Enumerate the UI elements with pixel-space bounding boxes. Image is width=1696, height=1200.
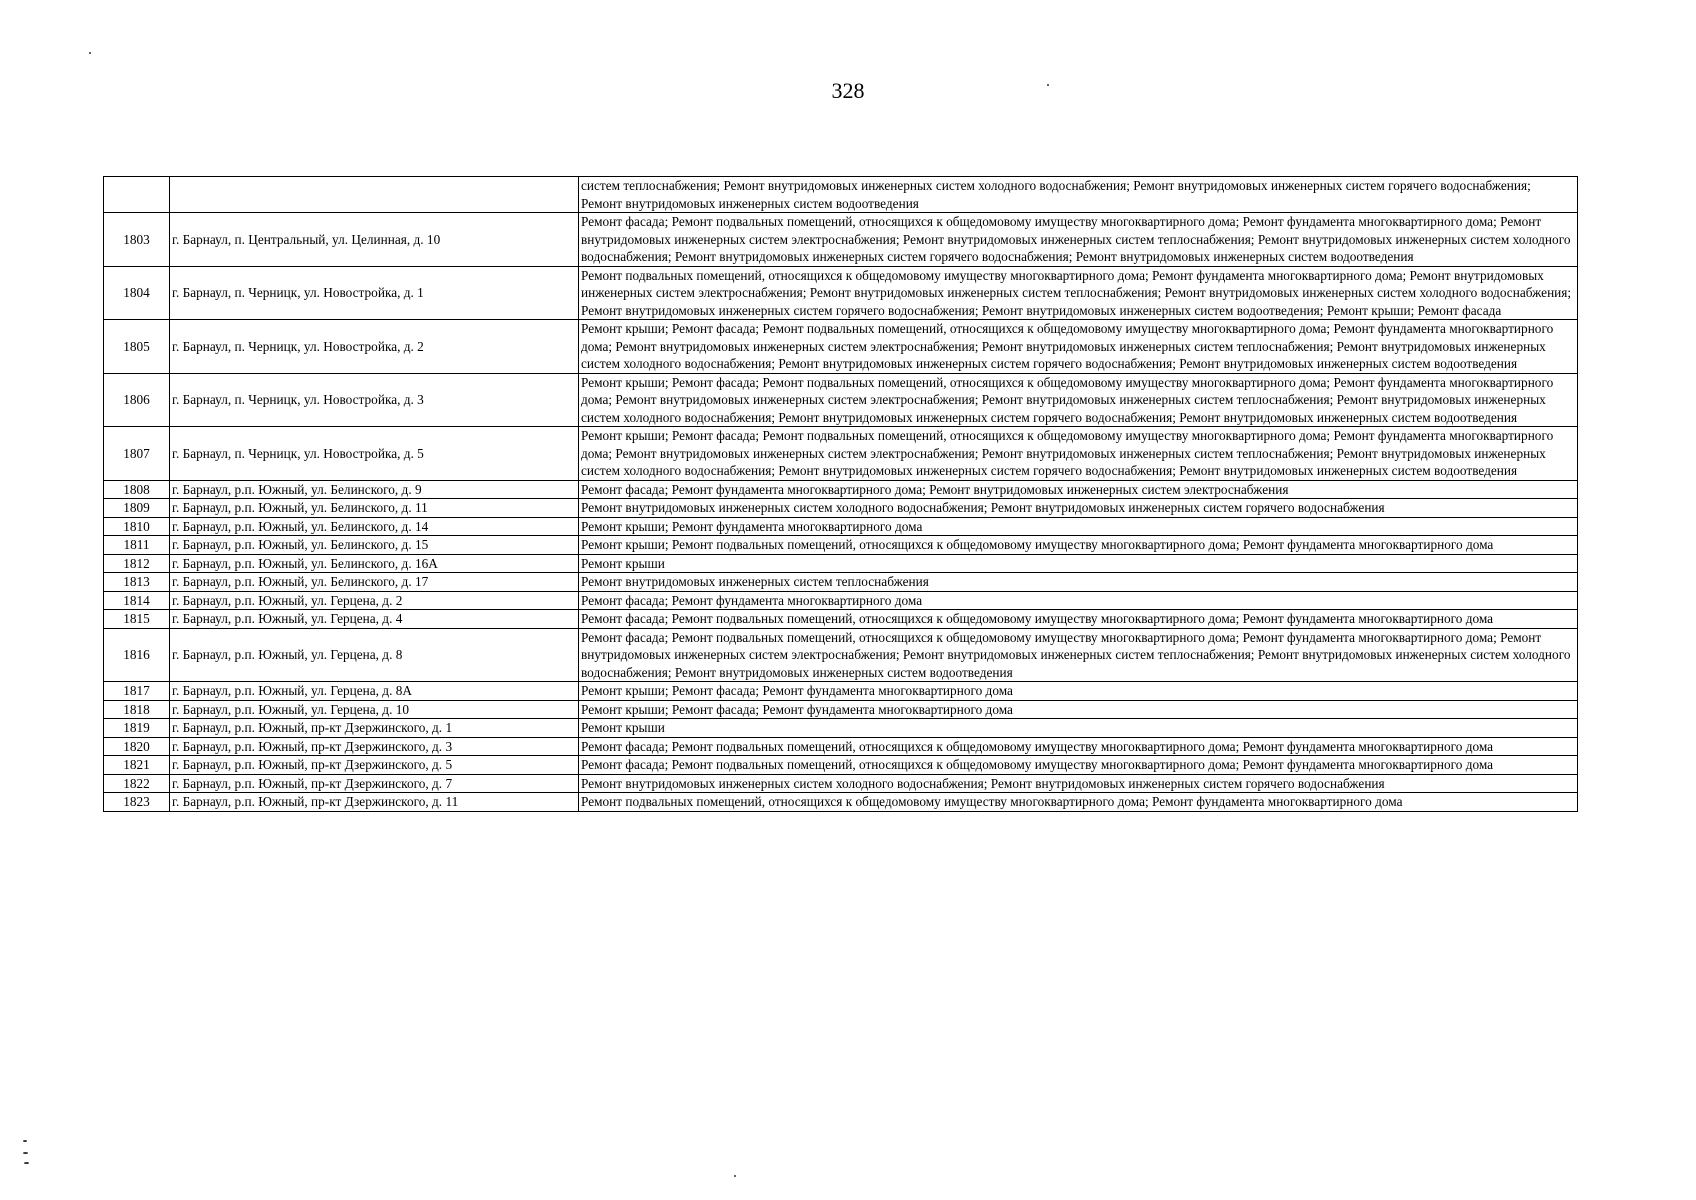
table-body xyxy=(104,177,1578,812)
row-address: г. Барнаул, р.п. Южный, пр-кт Дзержинского, д. 3 xyxy=(170,737,579,756)
row-works: Ремонт крыши; Ремонт фасада; Ремонт фундамента многоквартирного дома xyxy=(579,700,1578,719)
table-row xyxy=(104,591,1578,610)
row-address: г. Барнаул, р.п. Южный, пр-кт Дзержинского, д. 7 xyxy=(170,774,579,793)
row-works: Ремонт крыши xyxy=(579,719,1578,738)
table-row xyxy=(104,373,1578,427)
table-row xyxy=(104,427,1578,481)
row-works: Ремонт крыши; Ремонт подвальных помещений, относящихся к общедомовому имуществу многоквартирного дома; Ремонт фундамента многоквартирного дома xyxy=(579,536,1578,555)
row-works: Ремонт фасада; Ремонт фундамента многоквартирного дома; Ремонт внутридомовых инженерных систем электроснабжения xyxy=(579,480,1578,499)
scan-speck xyxy=(1047,84,1049,86)
row-works: Ремонт фасада; Ремонт подвальных помещений, относящихся к общедомовому имуществу многоквартирного дома; Ремонт фундамента многоквартирного дома; Ремонт внутридомовых инженерных систем электроснабжения; Ремонт внутридомовых инженерных систем теплоснабжения; Ремонт внутридомовых инженерных систем холодного водоснабжения; Ремонт внутридомовых инженерных систем горячего водоснабжения; Ремонт внутридомовых инженерных систем водоотведения xyxy=(579,213,1578,267)
row-address: г. Барнаул, р.п. Южный, пр-кт Дзержинского, д. 1 xyxy=(170,719,579,738)
row-number: 1804 xyxy=(104,266,170,320)
row-works: Ремонт крыши xyxy=(579,554,1578,573)
repair-register-table xyxy=(103,176,1578,812)
row-address: г. Барнаул, р.п. Южный, ул. Герцена, д. 4 xyxy=(170,610,579,629)
scan-speck xyxy=(89,52,91,54)
row-address: г. Барнаул, р.п. Южный, ул. Герцена, д. 2 xyxy=(170,591,579,610)
table-row xyxy=(104,480,1578,499)
row-address: г. Барнаул, п. Черницк, ул. Новостройка, д. 3 xyxy=(170,373,579,427)
row-number: 1811 xyxy=(104,536,170,555)
row-number: 1809 xyxy=(104,499,170,518)
table-row xyxy=(104,320,1578,374)
row-number: 1807 xyxy=(104,427,170,481)
table-row xyxy=(104,793,1578,812)
row-address: г. Барнаул, п. Черницк, ул. Новостройка, д. 5 xyxy=(170,427,579,481)
row-number: 1816 xyxy=(104,628,170,682)
row-works: Ремонт крыши; Ремонт фундамента многоквартирного дома xyxy=(579,517,1578,536)
row-works: Ремонт внутридомовых инженерных систем теплоснабжения xyxy=(579,573,1578,592)
table-row xyxy=(104,737,1578,756)
row-works: систем теплоснабжения; Ремонт внутридомовых инженерных систем холодного водоснабжения; Ремонт внутридомовых инженерных систем горячего водоснабжения; Ремонт внутридомовых инженерных систем водоотведения xyxy=(579,177,1578,213)
row-number: 1818 xyxy=(104,700,170,719)
row-address: г. Барнаул, р.п. Южный, ул. Герцена, д. 8 xyxy=(170,628,579,682)
table-row xyxy=(104,719,1578,738)
row-address: г. Барнаул, р.п. Южный, ул. Белинского, д. 16А xyxy=(170,554,579,573)
row-works: Ремонт фасада; Ремонт фундамента многоквартирного дома xyxy=(579,591,1578,610)
row-works: Ремонт внутридомовых инженерных систем холодного водоснабжения; Ремонт внутридомовых инженерных систем горячего водоснабжения xyxy=(579,499,1578,518)
row-works: Ремонт крыши; Ремонт фасада; Ремонт подвальных помещений, относящихся к общедомовому имуществу многоквартирного дома; Ремонт фундамента многоквартирного дома; Ремонт внутридомовых инженерных систем электроснабжения; Ремонт внутридомовых инженерных систем теплоснабжения; Ремонт внутридомовых инженерных систем холодного водоснабжения; Ремонт внутридомовых инженерных систем горячего водоснабжения; Ремонт внутридомовых инженерных систем водоотведения xyxy=(579,373,1578,427)
row-number: 1810 xyxy=(104,517,170,536)
row-number: 1812 xyxy=(104,554,170,573)
scan-speck xyxy=(734,1175,736,1177)
row-number: 1817 xyxy=(104,682,170,701)
table-row xyxy=(104,682,1578,701)
table-row xyxy=(104,700,1578,719)
table-row xyxy=(104,266,1578,320)
row-number: 1820 xyxy=(104,737,170,756)
row-address: г. Барнаул, р.п. Южный, ул. Белинского, д. 9 xyxy=(170,480,579,499)
row-address: г. Барнаул, р.п. Южный, ул. Герцена, д. 10 xyxy=(170,700,579,719)
row-address: г. Барнаул, р.п. Южный, ул. Белинского, д. 15 xyxy=(170,536,579,555)
table-row xyxy=(104,756,1578,775)
row-works: Ремонт фасада; Ремонт подвальных помещений, относящихся к общедомовому имуществу многоквартирного дома; Ремонт фундамента многоквартирного дома xyxy=(579,610,1578,629)
table-row xyxy=(104,213,1578,267)
table-row xyxy=(104,536,1578,555)
scan-speck xyxy=(23,1152,28,1154)
row-address: г. Барнаул, р.п. Южный, ул. Белинского, д. 14 xyxy=(170,517,579,536)
row-number: 1806 xyxy=(104,373,170,427)
row-address: г. Барнаул, р.п. Южный, пр-кт Дзержинского, д. 11 xyxy=(170,793,579,812)
row-works: Ремонт внутридомовых инженерных систем холодного водоснабжения; Ремонт внутридомовых инженерных систем горячего водоснабжения xyxy=(579,774,1578,793)
row-number: 1805 xyxy=(104,320,170,374)
row-address: г. Барнаул, р.п. Южный, ул. Герцена, д. 8А xyxy=(170,682,579,701)
row-number: 1822 xyxy=(104,774,170,793)
row-works: Ремонт фасада; Ремонт подвальных помещений, относящихся к общедомовому имуществу многоквартирного дома; Ремонт фундамента многоквартирного дома; Ремонт внутридомовых инженерных систем электроснабжения; Ремонт внутридомовых инженерных систем теплоснабжения; Ремонт внутридомовых инженерных систем холодного водоснабжения; Ремонт внутридомовых инженерных систем водоотведения xyxy=(579,628,1578,682)
row-works: Ремонт крыши; Ремонт фасада; Ремонт фундамента многоквартирного дома xyxy=(579,682,1578,701)
table-row xyxy=(104,774,1578,793)
scan-speck xyxy=(23,1140,27,1142)
table-row xyxy=(104,628,1578,682)
row-works: Ремонт крыши; Ремонт фасада; Ремонт подвальных помещений, относящихся к общедомовому имуществу многоквартирного дома; Ремонт фундамента многоквартирного дома; Ремонт внутридомовых инженерных систем электроснабжения; Ремонт внутридомовых инженерных систем теплоснабжения; Ремонт внутридомовых инженерных систем холодного водоснабжения; Ремонт внутридомовых инженерных систем горячего водоснабжения; Ремонт внутридомовых инженерных систем водоотведения xyxy=(579,427,1578,481)
row-number: 1814 xyxy=(104,591,170,610)
row-works: Ремонт подвальных помещений, относящихся к общедомовому имуществу многоквартирного дома; Ремонт фундамента многоквартирного дома; Ремонт внутридомовых инженерных систем электроснабжения; Ремонт внутридомовых инженерных систем теплоснабжения; Ремонт внутридомовых инженерных систем холодного водоснабжения; Ремонт внутридомовых инженерных систем горячего водоснабжения; Ремонт внутридомовых инженерных систем водоотведения; Ремонт крыши; Ремонт фасада xyxy=(579,266,1578,320)
row-number: 1821 xyxy=(104,756,170,775)
row-number: 1808 xyxy=(104,480,170,499)
table-row xyxy=(104,610,1578,629)
row-number: 1803 xyxy=(104,213,170,267)
row-address: г. Барнаул, р.п. Южный, ул. Белинского, д. 11 xyxy=(170,499,579,518)
row-address: г. Барнаул, п. Черницк, ул. Новостройка, д. 1 xyxy=(170,266,579,320)
row-address: г. Барнаул, п. Центральный, ул. Целинная, д. 10 xyxy=(170,213,579,267)
table-row xyxy=(104,573,1578,592)
row-works: Ремонт фасада; Ремонт подвальных помещений, относящихся к общедомовому имуществу многоквартирного дома; Ремонт фундамента многоквартирного дома xyxy=(579,737,1578,756)
row-number xyxy=(104,177,170,213)
row-number: 1815 xyxy=(104,610,170,629)
table-row xyxy=(104,499,1578,518)
row-works: Ремонт подвальных помещений, относящихся к общедомовому имуществу многоквартирного дома; Ремонт фундамента многоквартирного дома xyxy=(579,793,1578,812)
table-row xyxy=(104,554,1578,573)
row-address xyxy=(170,177,579,213)
row-address: г. Барнаул, п. Черницк, ул. Новостройка, д. 2 xyxy=(170,320,579,374)
row-address: г. Барнаул, р.п. Южный, пр-кт Дзержинского, д. 5 xyxy=(170,756,579,775)
table-row xyxy=(104,517,1578,536)
row-works: Ремонт фасада; Ремонт подвальных помещений, относящихся к общедомовому имуществу многоквартирного дома; Ремонт фундамента многоквартирного дома xyxy=(579,756,1578,775)
scan-speck xyxy=(24,1162,29,1164)
table-row xyxy=(104,177,1578,213)
row-number: 1819 xyxy=(104,719,170,738)
row-number: 1823 xyxy=(104,793,170,812)
row-works: Ремонт крыши; Ремонт фасада; Ремонт подвальных помещений, относящихся к общедомовому имуществу многоквартирного дома; Ремонт фундамента многоквартирного дома; Ремонт внутридомовых инженерных систем электроснабжения; Ремонт внутридомовых инженерных систем теплоснабжения; Ремонт внутридомовых инженерных систем холодного водоснабжения; Ремонт внутридомовых инженерных систем горячего водоснабжения; Ремонт внутридомовых инженерных систем водоотведения xyxy=(579,320,1578,374)
row-address: г. Барнаул, р.п. Южный, ул. Белинского, д. 17 xyxy=(170,573,579,592)
row-number: 1813 xyxy=(104,573,170,592)
page-number: 328 xyxy=(831,78,865,103)
